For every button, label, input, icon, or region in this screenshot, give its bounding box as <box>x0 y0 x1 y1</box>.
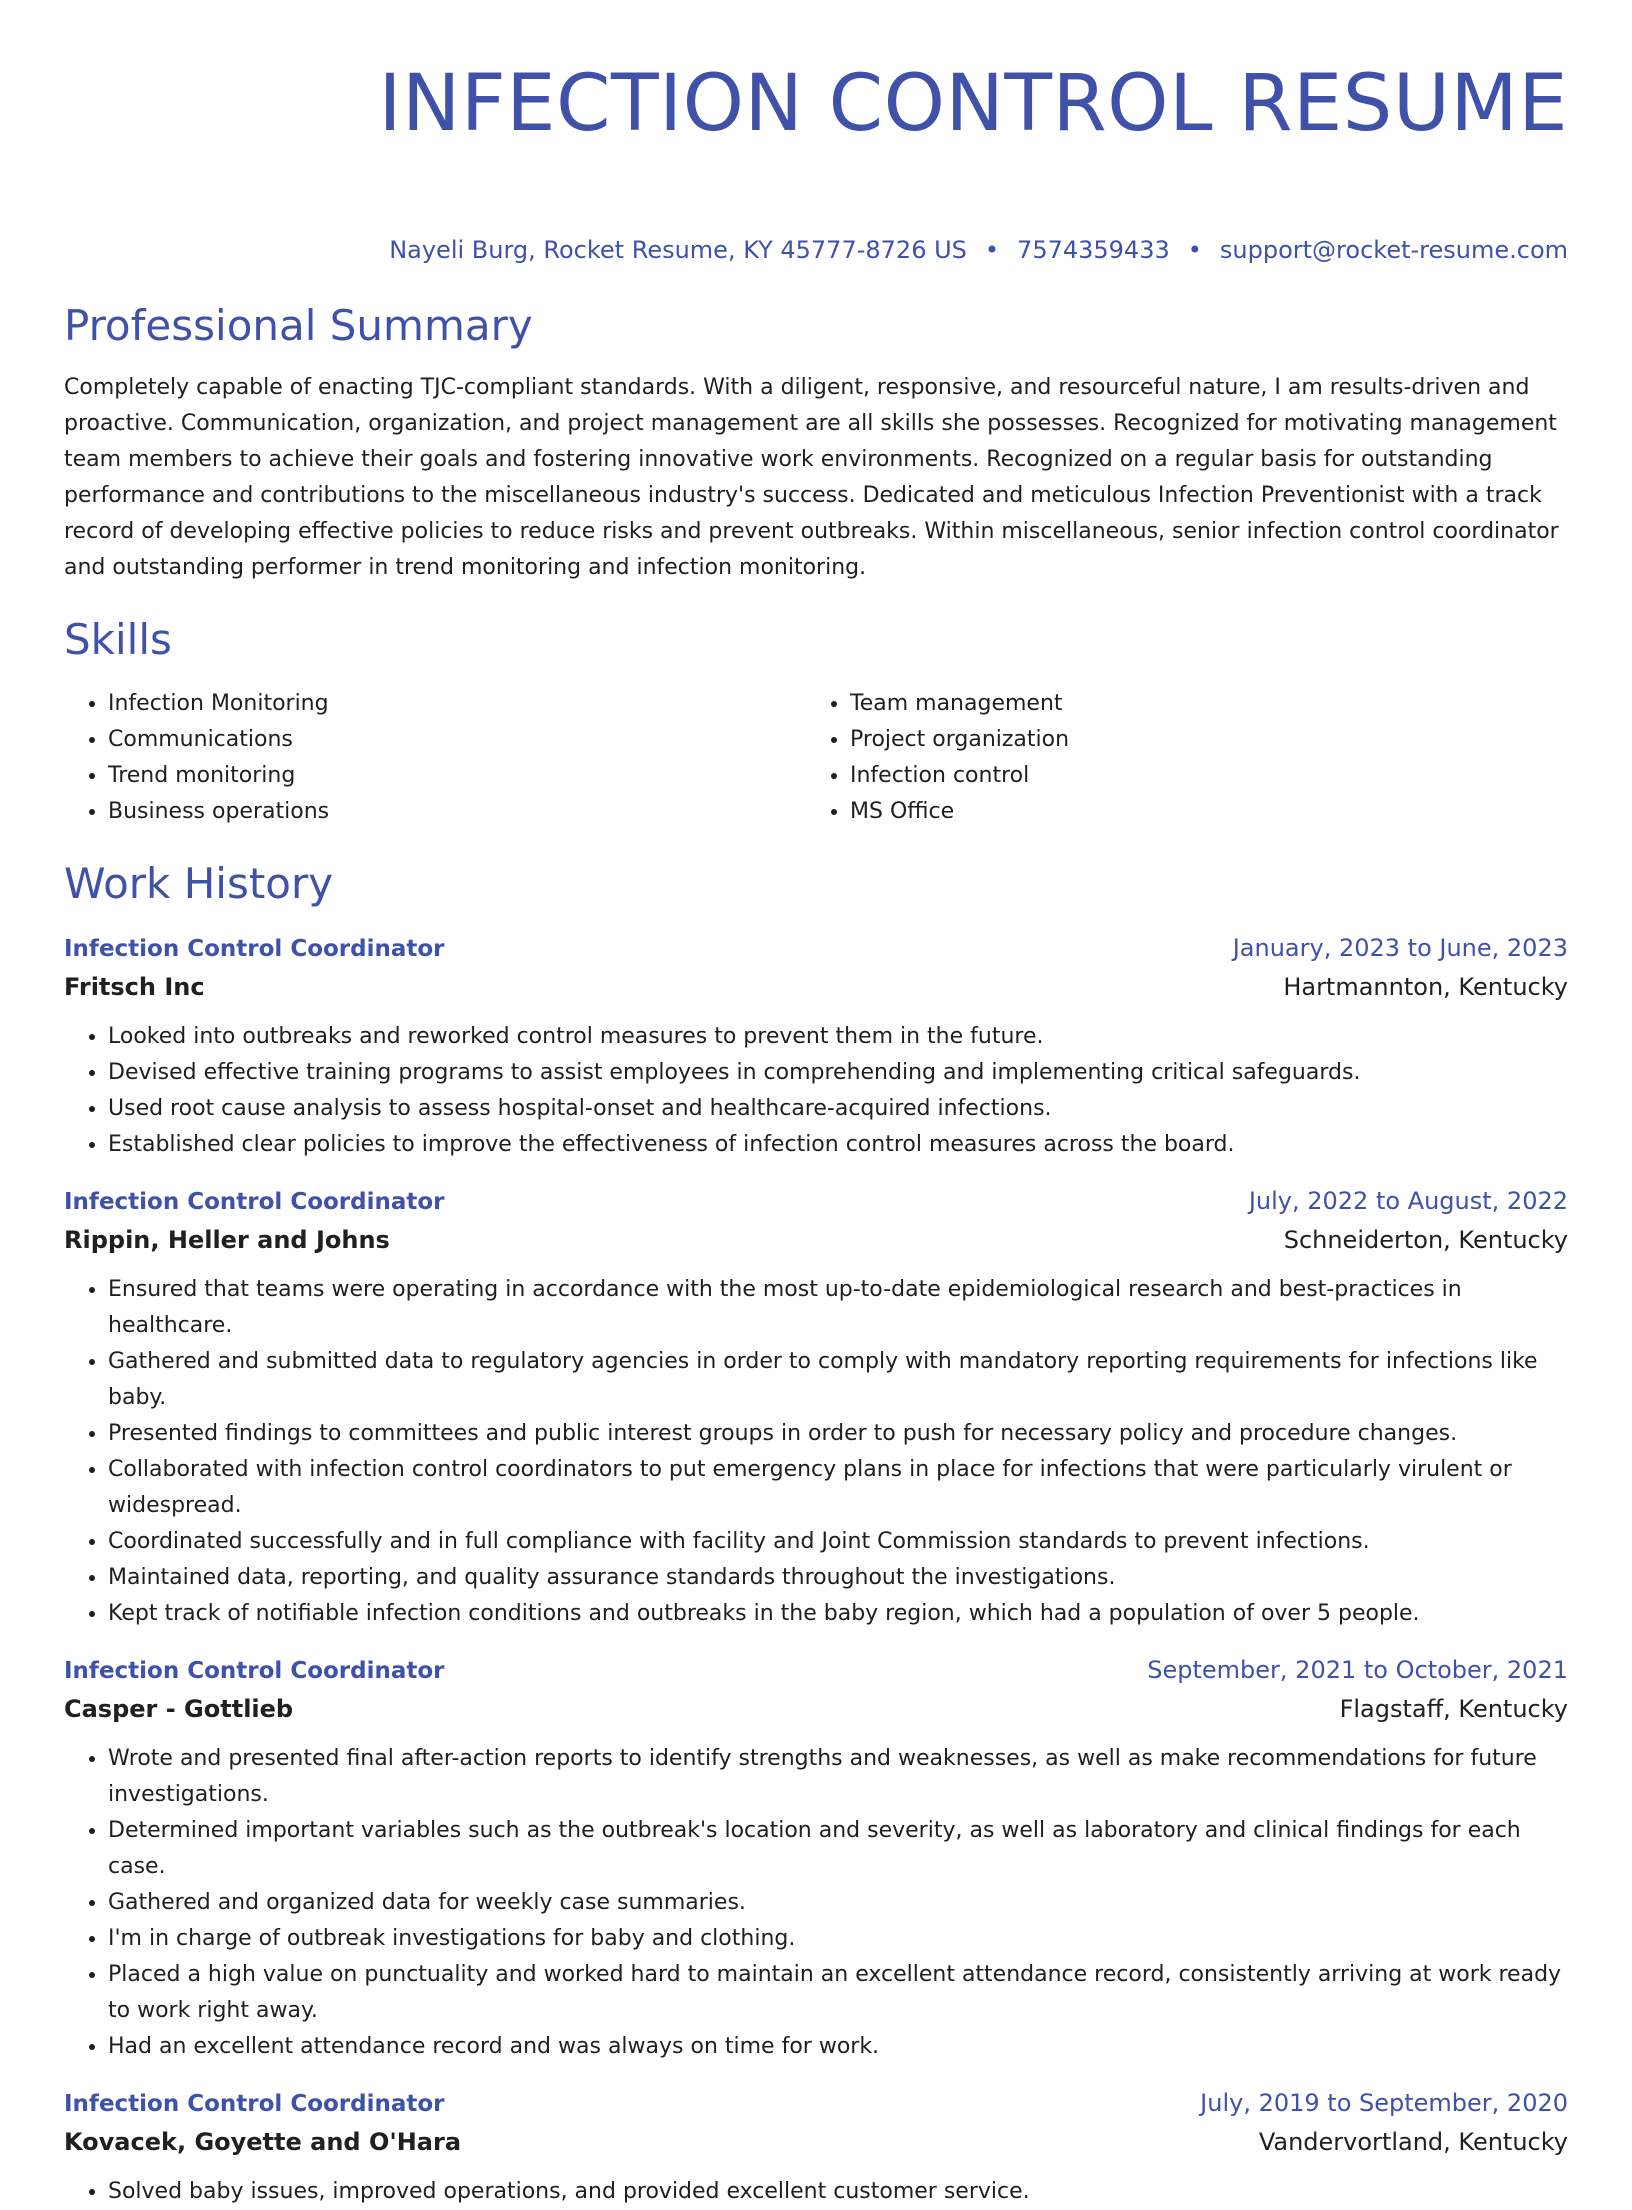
job-bullets <box>64 1272 1568 1632</box>
job-location: Vandervortland, Kentucky <box>1258 2128 1568 2156</box>
skill-item: • Team management <box>850 686 1548 722</box>
skill-item: • Communications <box>108 722 806 758</box>
skill-item: • Infection control <box>850 758 1548 794</box>
job-location: Schneiderton, Kentucky <box>1283 1226 1568 1254</box>
contact-separator: • <box>1187 236 1202 264</box>
job-bullet: • Ensured that teams were operating in accordance with the most up-to-date epidemiological research and best-practices in healthcare. <box>108 1272 1568 1344</box>
job-bullet: • Coordinated successfully and in full compliance with facility and Joint Commission standards to prevent infections. <box>108 1524 1568 1560</box>
job-bullet: • Used root cause analysis to assess hospital-onset and healthcare-acquired infections. <box>108 1091 1568 1127</box>
skills-list <box>64 686 1568 830</box>
skill-item: • Project organization <box>850 722 1548 758</box>
contact-address: Nayeli Burg, Rocket Resume, KY 45777-8726 US <box>389 236 967 264</box>
summary-text: Completely capable of enacting TJC-compliant standards. With a diligent, responsive, and resourceful nature, I am results-driven and proactive. Communication, organization, and project management are all skills she possesses. Recognized for motivating management team members to achieve their goals and fostering innovative work environments. Recognized on a regular basis for outstanding performance and contributions to the miscellaneous industry's success. Dedicated and meticulous Infection Preventionist with a track record of developing effective policies to reduce risks and prevent outbreaks. Within miscellaneous, senior infection control coordinator and outstanding performer in trend monitoring and infection monitoring. <box>64 375 1559 580</box>
job-bullet: • Looked into outbreaks and reworked control measures to prevent them in the future. <box>108 1019 1568 1055</box>
job-bullets <box>64 1741 1568 2065</box>
job-dates: January, 2023 to June, 2023 <box>1232 934 1568 962</box>
job-title: Infection Control Coordinator <box>64 936 445 962</box>
job-bullet: • Maintained data, reporting, and quality assurance standards throughout the investigations. <box>108 1560 1568 1596</box>
job-bullet: • Solved baby issues, improved operations, and provided excellent customer service. <box>108 2174 1568 2210</box>
job-title: Infection Control Coordinator <box>64 1189 445 1215</box>
resume-page <box>64 56 1568 2210</box>
job-bullet: • Gathered and organized data for weekly case summaries. <box>108 1885 1568 1921</box>
job-company: Casper - Gottlieb <box>64 1695 294 1723</box>
skill-item: • MS Office <box>850 794 1548 830</box>
job-company: Rippin, Heller and Johns <box>64 1226 390 1254</box>
skill-item: • Infection Monitoring <box>108 686 806 722</box>
job-dates: July, 2022 to August, 2022 <box>1248 1187 1568 1215</box>
job-entry <box>64 1183 1568 1632</box>
resume-title: INFECTION CONTROL RESUME <box>378 59 1568 149</box>
job-location: Flagstaff, Kentucky <box>1339 1695 1568 1723</box>
job-bullet: • Placed a high value on punctuality and worked hard to maintain an excellent attendance record, consistently arriving at work ready to work right away. <box>108 1957 1568 2029</box>
contact-phone: 7574359433 <box>1017 236 1170 264</box>
contact-email: support@rocket-resume.com <box>1219 236 1568 264</box>
job-company: Fritsch Inc <box>64 973 205 1001</box>
job-bullet: • Kept track of notifiable infection conditions and outbreaks in the baby region, which had a population of over 5 people. <box>108 1596 1568 1632</box>
skills-heading: Skills <box>64 615 172 664</box>
contact-separator: • <box>984 236 1000 264</box>
skills-column-left <box>64 686 806 830</box>
summary-heading: Professional Summary <box>64 301 533 350</box>
job-bullet: • Had an excellent attendance record and was always on time for work. <box>108 2029 1568 2065</box>
job-bullet: • Determined important variables such as the outbreak's location and severity, as well as laboratory and clinical findings for each case. <box>108 1813 1568 1885</box>
job-bullet: • Established clear policies to improve the effectiveness of infection control measures across the board. <box>108 1127 1568 1163</box>
skills-column-right <box>806 686 1548 830</box>
skill-item: • Business operations <box>108 794 806 830</box>
job-entry <box>64 1652 1568 2065</box>
job-company: Kovacek, Goyette and O'Hara <box>64 2128 462 2156</box>
contact-line <box>64 234 1568 266</box>
job-bullets <box>64 1019 1568 1163</box>
job-entry <box>64 2085 1568 2210</box>
work-history-heading: Work History <box>64 859 334 908</box>
job-bullet: • Devised effective training programs to assist employees in comprehending and implementing critical safeguards. <box>108 1055 1568 1091</box>
job-dates: September, 2021 to October, 2021 <box>1147 1656 1568 1684</box>
job-bullets <box>64 2174 1568 2210</box>
job-title: Infection Control Coordinator <box>64 1658 445 1684</box>
job-dates: July, 2019 to September, 2020 <box>1200 2089 1568 2117</box>
job-location: Hartmannton, Kentucky <box>1283 973 1568 1001</box>
job-bullet: • Gathered and submitted data to regulatory agencies in order to comply with mandatory reporting requirements for infections like baby. <box>108 1344 1568 1416</box>
job-bullet: • Collaborated with infection control coordinators to put emergency plans in place for infections that were particularly virulent or widespread. <box>108 1452 1568 1524</box>
job-bullet: • Presented findings to committees and public interest groups in order to push for necessary policy and procedure changes. <box>108 1416 1568 1452</box>
job-entry <box>64 930 1568 1163</box>
job-title: Infection Control Coordinator <box>64 2091 445 2117</box>
job-bullet: • Wrote and presented final after-action reports to identify strengths and weaknesses, as well as make recommendations for future investigations. <box>108 1741 1568 1813</box>
job-bullet: • I'm in charge of outbreak investigations for baby and clothing. <box>108 1921 1568 1957</box>
skill-item: • Trend monitoring <box>108 758 806 794</box>
